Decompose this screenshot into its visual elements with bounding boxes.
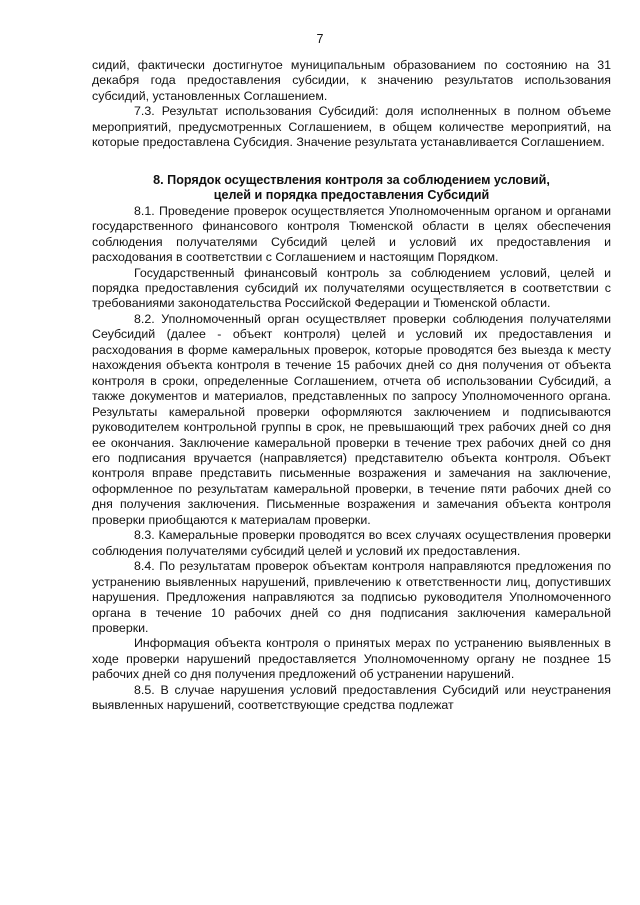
paragraph-state-financial-control: Государственный финансовый контроль за соблюдением условий, целей и порядка предоставления субсидий их получателями осуществляется в соответствии с требованиями законодательства Российской Федерации и Тюменской области.	[92, 265, 611, 311]
paragraph-8-1: 8.1. Проведение проверок осуществляется Уполномоченным органом и органами государственного финансового контроля Тюменской области в целях обеспечения соблюдения получателями Субсидий целей и условий их предоставления и расходования в соответствии с Соглашением и настоящим Порядком.	[92, 203, 611, 265]
paragraph-8-2: 8.2. Уполномоченный орган осуществляет проверки соблюдения получателями Сеубсидий (далее - объект контроля) целей и условий их предоставления и расходования в форме камеральных проверок, которые проводятся без выезда к месту нахождения объекта контроля в течение 15 рабочих дней со дня получения от объекта контроля в сроки, определенные Соглашением, отчета об использовании Субсидий, а также документов и материалов, представленных по запросу Уполномоченного органа. Результаты камеральной проверки оформляются заключением и подписываются руководителем контрольной группы в срок, не превышающий трех рабочих дней со дня ее окончания. Заключение камеральной проверки в течение трех рабочих дней со дня его подписания вручается (направляется) представителю объекта контроля. Объект контроля вправе представить письменные возражения и замечания на заключение, оформленное по результатам камеральной проверки, в течение пяти рабочих дней со дня получения заключения. Письменные возражения и замечания объекта контроля проверки приобщаются к материалам проверки.	[92, 311, 611, 527]
paragraph-8-5: 8.5. В случае нарушения условий предоставления Субсидий или неустранения выявленных нарушений, соответствующие средства подлежат	[92, 682, 611, 713]
document-body	[92, 58, 611, 714]
paragraph-8-3: 8.3. Камеральные проверки проводятся во всех случаях осуществления проверки соблюдения получателями субсидий целей и условий их предоставления.	[92, 528, 611, 558]
paragraph-7-3: 7.3. Результат использования Субсидий: доля исполненных в полном объеме мероприятий, предусмотренных Соглашением, в общем количестве мероприятий, на которые предоставлена Субсидия. Значение результата устанавливается Соглашением.	[92, 104, 611, 150]
paragraph-continuation-7-2: сидий, фактически достигнутое муниципальным образованием по состоянию на 31 декабря года предоставления субсидии, к значению результатов использования субсидий, установленных Соглашением.	[92, 58, 611, 103]
section-heading-line-2: целей и порядка предоставления Субсидий	[213, 188, 490, 203]
section-heading-line-1: 8. Порядок осуществления контроля за соблюдением условий,	[153, 172, 550, 187]
section-heading-8	[92, 173, 611, 204]
page-number: 7	[316, 32, 324, 46]
paragraph-8-4: 8.4. По результатам проверок объектам контроля направляются предложения по устранению выявленных нарушений, привлечению к ответственности лиц, допустивших нарушения. Предложения направляются за подписью руководителя Уполномоченного органа в течение 10 рабочих дней со дня подписания заключения камеральной проверки.	[92, 559, 611, 635]
paragraph-control-object-info: Информация объекта контроля о принятых мерах по устранению выявленных в ходе проверки нарушений предоставляется Уполномоченному органу не позднее 15 рабочих дней со дня получения предложений об устранении нарушений.	[92, 636, 611, 682]
